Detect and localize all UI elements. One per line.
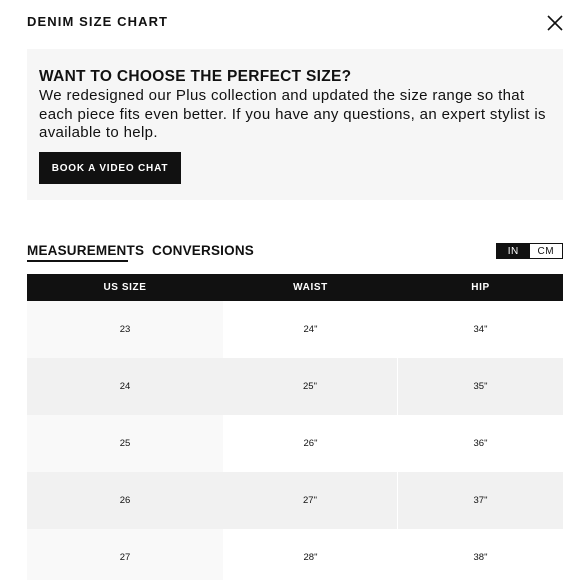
waist-cell: 25" [223,358,398,415]
unit-toggle [496,243,563,259]
promo-heading: WANT TO CHOOSE THE PERFECT SIZE? [39,68,352,85]
tab-conversions[interactable]: CONVERSIONS [152,243,254,258]
us-size-cell: 25 [27,415,223,472]
unit-in-button[interactable]: IN [497,244,530,258]
book-video-chat-button[interactable]: BOOK A VIDEO CHAT [39,152,181,184]
hip-cell: 37" [398,472,563,529]
column-header-hip: HIP [471,282,490,293]
hip-cell: 34" [398,301,563,358]
us-size-cell: 27 [27,529,223,580]
us-size-cell: 23 [27,301,223,358]
table-row [27,472,563,529]
waist-cell: 24" [223,301,398,358]
table-row [27,358,563,415]
close-button[interactable] [545,13,565,33]
waist-cell: 28" [223,529,398,580]
hip-cell: 36" [398,415,563,472]
tab-measurements[interactable]: MEASUREMENTS [27,243,145,258]
close-icon [545,13,565,33]
promo-body: We redesigned our Plus collection and updated the size range so that each piece fits even better. If you have any questions, an expert stylist is available to help. [39,87,546,141]
unit-cm-button[interactable]: CM [530,244,563,258]
column-header-us-size: US SIZE [103,282,147,293]
us-size-cell: 24 [27,358,223,415]
us-size-cell: 26 [27,472,223,529]
column-header-waist: WAIST [293,282,328,293]
table-row [27,529,563,580]
table-header [27,274,563,301]
table-row [27,301,563,358]
promo-panel [27,49,563,200]
modal-title: DENIM SIZE CHART [27,14,169,29]
waist-cell: 27" [223,472,398,529]
hip-cell: 35" [398,358,563,415]
waist-cell: 26" [223,415,398,472]
hip-cell: 38" [398,529,563,580]
size-table [27,274,563,580]
active-tab-underline [27,260,128,262]
modal-header [0,0,580,45]
table-row [27,415,563,472]
